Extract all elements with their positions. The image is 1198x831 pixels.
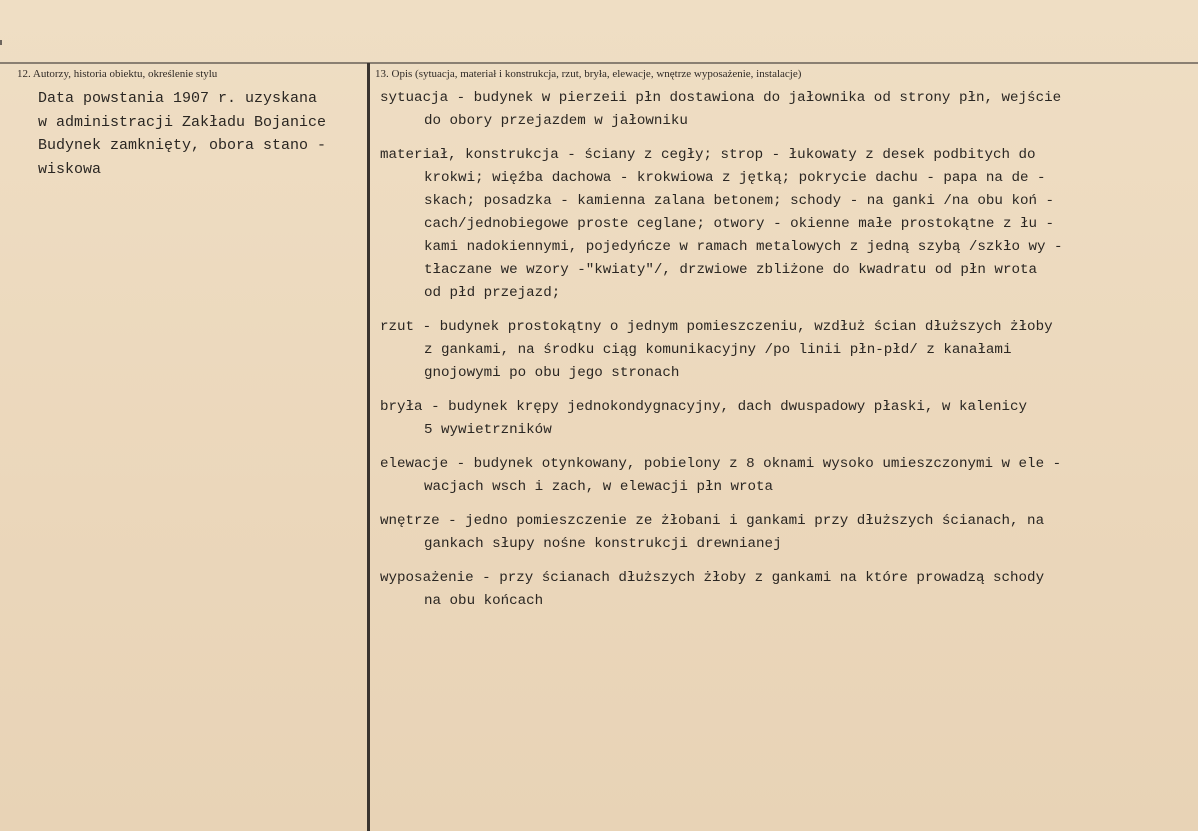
description-line: gankach słupy nośne konstrukcji drewnianej: [424, 536, 782, 552]
description-line: skach; posadzka - kamienna zalana betonem; schody - na ganki /na obu koń -: [424, 193, 1055, 209]
description-line: do obory przejazdem w jałowniku: [424, 113, 688, 129]
description-line: kami nadokiennymi, pojedyńcze w ramach metalowych z jedną szybą /szkło wy -: [424, 239, 1063, 255]
description-elevations: [380, 453, 1180, 499]
description-line: materiał, konstrukcja - ściany z cegły; strop - łukowaty z desek podbitych do: [380, 147, 1036, 163]
history-line: wiskowa: [38, 160, 102, 178]
description-line: z gankami, na środku ciąg komunikacyjny /po linii płn-płd/ z kanałami: [424, 342, 1012, 358]
description-line: gnojowymi po obu jego stronach: [424, 365, 680, 381]
description-equipment: [380, 567, 1180, 613]
description-line: cach/jednobiegowe proste ceglane; otwory - okienne małe prostokątne z łu -: [424, 216, 1055, 232]
description-interior: [380, 510, 1180, 556]
description-line: bryła - budynek krępy jednokondygnacyjny, dach dwuspadowy płaski, w kalenicy: [380, 399, 1028, 415]
margin-mark: [0, 40, 2, 45]
description-line: tłaczane we wzory -"kwiaty"/, drzwiowe zbliżone do kwadratu od płn wrota: [424, 262, 1037, 278]
history-line: Budynek zamknięty, obora stano -: [38, 137, 327, 154]
description-line: wyposażenie - przy ścianach dłuższych żłoby z gankami na które prowadzą schody: [380, 570, 1045, 586]
description-line: elewacje - budynek otynkowany, pobielony z 8 oknami wysoko umieszczonymi w ele -: [380, 456, 1062, 472]
field-12-content: [38, 87, 326, 181]
description-line: od płd przejazd;: [424, 285, 561, 301]
field-13-content: [380, 87, 1180, 624]
field-12-label: 12. Autorzy, historia obiektu, określenie stylu: [17, 68, 218, 80]
description-situation: [380, 87, 1180, 133]
description-line: sytuacja - budynek w pierzeii płn dostawiona do jałownika od strony płn, wejście: [380, 90, 1062, 106]
top-rule: [0, 62, 1198, 64]
description-line: wacjach wsch i zach, w elewacji płn wrota: [424, 479, 774, 495]
description-massing: [380, 396, 1180, 442]
column-divider: [367, 63, 370, 831]
description-line: 5 wywietrzników: [424, 422, 552, 438]
description-line: wnętrze - jedno pomieszczenie ze żłobani i gankami przy dłuższych ścianach, na: [380, 513, 1045, 529]
description-line: na obu końcach: [424, 593, 544, 609]
description-line: rzut - budynek prostokątny o jednym pomieszczeniu, wzdłuż ścian dłuższych żłoby: [380, 319, 1053, 335]
description-material: [380, 144, 1180, 305]
field-13-label: 13. Opis (sytuacja, materiał i konstrukcja, rzut, bryła, elewacje, wnętrze wyposażenie, instalacje): [375, 68, 802, 80]
description-plan: [380, 316, 1180, 385]
history-line: Data powstania 1907 r. uzyskana: [38, 90, 318, 107]
description-line: krokwi; więźba dachowa - krokwiowa z jętką; pokrycie dachu - papa na de -: [424, 170, 1046, 186]
history-line: w administracji Zakładu Bojanice: [38, 113, 327, 131]
